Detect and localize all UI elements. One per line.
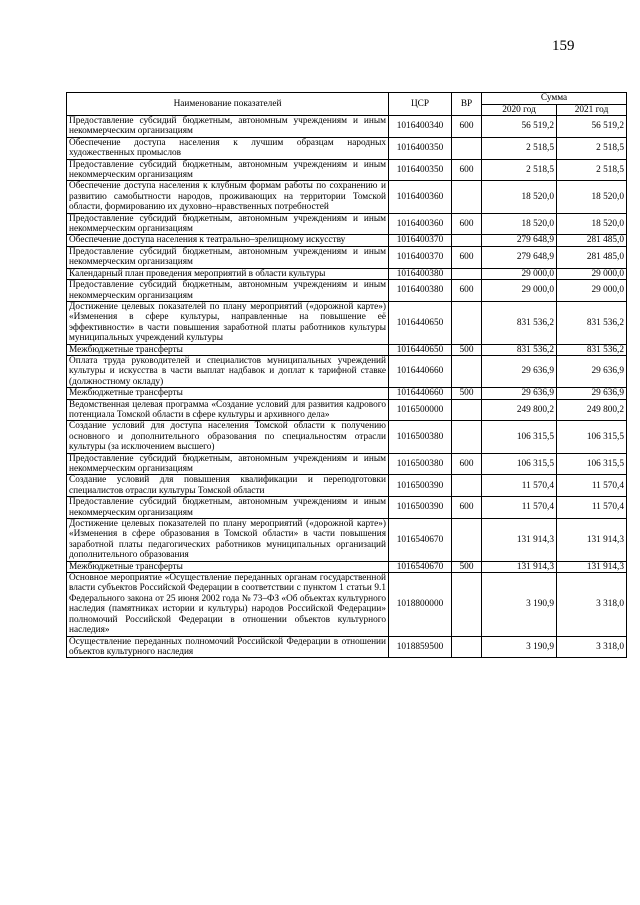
row-csr: 1016400360 <box>389 181 452 213</box>
row-value-2021: 29 000,0 <box>557 280 627 302</box>
row-name: Межбюджетные трансферты <box>67 561 389 572</box>
row-csr: 1016400380 <box>389 268 452 279</box>
table-row <box>67 246 627 268</box>
row-value-2020: 3 190,9 <box>482 636 557 658</box>
row-vr <box>452 519 482 562</box>
row-name: Создание условий для повышения квалификации и переподготовки специалистов отрасли культуры Томской области <box>67 475 389 497</box>
row-vr: 600 <box>452 280 482 302</box>
row-name: Основное мероприятие «Осуществление переданных органам государственной власти субъектов Российской Федерации в соответствии с пунктом 1 статьи 9.1 Федерального закона от 25 июня 2002 года № 73–ФЗ «Об объектах культурного наследия (памятниках истории и культуры) народов Российской Федерации» полномочий Российской Федерации в отношении объектов культурного наследия» <box>67 573 389 636</box>
header-csr: ЦСР <box>389 93 452 116</box>
row-value-2021: 831 536,2 <box>557 344 627 355</box>
row-csr: 1016500390 <box>389 497 452 519</box>
row-value-2021: 2 518,5 <box>557 159 627 181</box>
row-csr: 1018859500 <box>389 636 452 658</box>
row-value-2021: 29 000,0 <box>557 268 627 279</box>
row-name: Ведомственная целевая программа «Создание условий для развития кадрового потенциала Томской области в сфере культуры и архивного дела» <box>67 399 389 421</box>
header-vr: ВР <box>452 93 482 116</box>
row-value-2021: 249 800,2 <box>557 399 627 421</box>
row-value-2020: 29 636,9 <box>482 388 557 399</box>
row-csr: 1016440660 <box>389 355 452 387</box>
table-row <box>67 519 627 562</box>
row-csr: 1016440650 <box>389 301 452 344</box>
row-vr <box>452 235 482 246</box>
row-value-2020: 831 536,2 <box>482 301 557 344</box>
row-value-2021: 106 315,5 <box>557 421 627 453</box>
row-name: Межбюджетные трансферты <box>67 344 389 355</box>
row-name: Предоставление субсидий бюджетным, автономным учреждениям и иным некоммерческим организациям <box>67 497 389 519</box>
row-value-2020: 11 570,4 <box>482 497 557 519</box>
table-row <box>67 453 627 475</box>
row-name: Предоставление субсидий бюджетным, автономным учреждениям и иным некоммерческим организациям <box>67 246 389 268</box>
table-row <box>67 268 627 279</box>
row-csr: 1016400370 <box>389 246 452 268</box>
row-csr: 1016500380 <box>389 453 452 475</box>
row-name: Достижение целевых показателей по плану мероприятий («дорожной карте») «Изменения в сфере образования в Томской области» в части повышения заработной платы педагогических работников муниципальных организаций дополнительного образования <box>67 519 389 562</box>
row-vr: 600 <box>452 497 482 519</box>
table-row <box>67 497 627 519</box>
table-row <box>67 355 627 387</box>
row-value-2020: 279 648,9 <box>482 246 557 268</box>
row-name: Предоставление субсидий бюджетным, автономным учреждениям и иным некоммерческим организациям <box>67 116 389 138</box>
row-vr <box>452 636 482 658</box>
row-vr <box>452 355 482 387</box>
table-row <box>67 280 627 302</box>
row-vr <box>452 421 482 453</box>
row-vr <box>452 301 482 344</box>
row-value-2021: 131 914,3 <box>557 561 627 572</box>
row-name: Предоставление субсидий бюджетным, автономным учреждениям и иным некоммерческим организациям <box>67 453 389 475</box>
row-value-2021: 18 520,0 <box>557 213 627 235</box>
table-row <box>67 636 627 658</box>
header-year-2021: 2021 год <box>557 104 627 116</box>
row-csr: 1016500380 <box>389 421 452 453</box>
row-csr: 1016500000 <box>389 399 452 421</box>
row-value-2020: 831 536,2 <box>482 344 557 355</box>
row-csr: 1016400340 <box>389 116 452 138</box>
row-value-2020: 106 315,5 <box>482 421 557 453</box>
row-value-2021: 29 636,9 <box>557 388 627 399</box>
row-vr: 600 <box>452 116 482 138</box>
row-vr: 600 <box>452 246 482 268</box>
row-vr <box>452 399 482 421</box>
row-value-2020: 29 000,0 <box>482 280 557 302</box>
row-name: Обеспечение доступа населения к клубным формам работы по сохранению и развитию самобытности народов, проживающих на территории Томской области, формированию их духовно–нравственных потребностей <box>67 181 389 213</box>
row-name: Предоставление субсидий бюджетным, автономным учреждениям и иным некоммерческим организациям <box>67 280 389 302</box>
row-value-2021: 56 519,2 <box>557 116 627 138</box>
row-csr: 1016440660 <box>389 388 452 399</box>
row-name: Предоставление субсидий бюджетным, автономным учреждениям и иным некоммерческим организациям <box>67 213 389 235</box>
row-value-2021: 281 485,0 <box>557 235 627 246</box>
table-row <box>67 301 627 344</box>
row-value-2021: 3 318,0 <box>557 636 627 658</box>
row-value-2020: 249 800,2 <box>482 399 557 421</box>
row-csr: 1016400350 <box>389 159 452 181</box>
budget-table <box>66 92 627 658</box>
row-value-2021: 106 315,5 <box>557 453 627 475</box>
table-row <box>67 159 627 181</box>
row-csr: 1016540670 <box>389 561 452 572</box>
table-row <box>67 213 627 235</box>
row-vr <box>452 268 482 279</box>
table-row <box>67 421 627 453</box>
row-value-2020: 279 648,9 <box>482 235 557 246</box>
row-name: Предоставление субсидий бюджетным, автономным учреждениям и иным некоммерческим организациям <box>67 159 389 181</box>
table-row <box>67 399 627 421</box>
row-value-2020: 131 914,3 <box>482 561 557 572</box>
table-row <box>67 235 627 246</box>
row-name: Осуществление переданных полномочий Российской Федерации в отношении объектов культурного наследия <box>67 636 389 658</box>
table-body <box>67 116 627 658</box>
row-csr: 1016400380 <box>389 280 452 302</box>
row-vr: 600 <box>452 159 482 181</box>
row-value-2020: 29 636,9 <box>482 355 557 387</box>
header-name: Наименование показателей <box>67 93 389 116</box>
row-vr: 500 <box>452 344 482 355</box>
header-sum: Сумма <box>482 93 627 105</box>
row-vr: 600 <box>452 213 482 235</box>
row-csr: 1018800000 <box>389 573 452 636</box>
row-vr: 600 <box>452 453 482 475</box>
row-value-2020: 2 518,5 <box>482 159 557 181</box>
row-value-2020: 11 570,4 <box>482 475 557 497</box>
table-row <box>67 388 627 399</box>
row-value-2020: 2 518,5 <box>482 137 557 159</box>
row-value-2021: 3 318,0 <box>557 573 627 636</box>
row-value-2021: 281 485,0 <box>557 246 627 268</box>
row-value-2021: 2 518,5 <box>557 137 627 159</box>
table-row <box>67 475 627 497</box>
row-value-2020: 106 315,5 <box>482 453 557 475</box>
table-row <box>67 573 627 636</box>
row-csr: 1016400360 <box>389 213 452 235</box>
row-csr: 1016400370 <box>389 235 452 246</box>
row-name: Оплата труда руководителей и специалистов муниципальных учреждений культуры и искусства в части выплат надбавок и доплат к тарифной ставке (должностному окладу) <box>67 355 389 387</box>
row-name: Календарный план проведения мероприятий в области культуры <box>67 268 389 279</box>
table-row <box>67 137 627 159</box>
row-csr: 1016500390 <box>389 475 452 497</box>
row-value-2021: 11 570,4 <box>557 475 627 497</box>
row-name: Создание условий для доступа населения Томской области к получению основного и дополнительного образования по специальностям отрасли культуры (за исключением высшего) <box>67 421 389 453</box>
row-value-2021: 18 520,0 <box>557 181 627 213</box>
table-row <box>67 116 627 138</box>
row-value-2020: 18 520,0 <box>482 213 557 235</box>
row-name: Обеспечение доступа населения к театрально–зрелищному искусству <box>67 235 389 246</box>
row-value-2020: 29 000,0 <box>482 268 557 279</box>
table-row <box>67 344 627 355</box>
row-name: Обеспечение доступа населения к лучшим образцам народных художественных промыслов <box>67 137 389 159</box>
page-number: 159 <box>552 38 575 54</box>
table-header <box>67 93 627 116</box>
row-value-2021: 131 914,3 <box>557 519 627 562</box>
row-value-2020: 131 914,3 <box>482 519 557 562</box>
row-vr: 500 <box>452 561 482 572</box>
table-row <box>67 561 627 572</box>
row-name: Достижение целевых показателей по плану мероприятий («дорожной карте») «Изменения в сфере культуры, направленные на повышение её эффективности» в части повышения заработной платы работников культуры муниципальных учреждений культуры <box>67 301 389 344</box>
row-value-2021: 11 570,4 <box>557 497 627 519</box>
row-csr: 1016540670 <box>389 519 452 562</box>
header-year-2020: 2020 год <box>482 104 557 116</box>
row-vr <box>452 181 482 213</box>
row-csr: 1016440650 <box>389 344 452 355</box>
row-value-2021: 29 636,9 <box>557 355 627 387</box>
row-vr <box>452 475 482 497</box>
row-name: Межбюджетные трансферты <box>67 388 389 399</box>
row-value-2020: 3 190,9 <box>482 573 557 636</box>
row-value-2020: 18 520,0 <box>482 181 557 213</box>
row-value-2020: 56 519,2 <box>482 116 557 138</box>
row-vr: 500 <box>452 388 482 399</box>
table-row <box>67 181 627 213</box>
row-csr: 1016400350 <box>389 137 452 159</box>
row-vr <box>452 573 482 636</box>
row-vr <box>452 137 482 159</box>
row-value-2021: 831 536,2 <box>557 301 627 344</box>
